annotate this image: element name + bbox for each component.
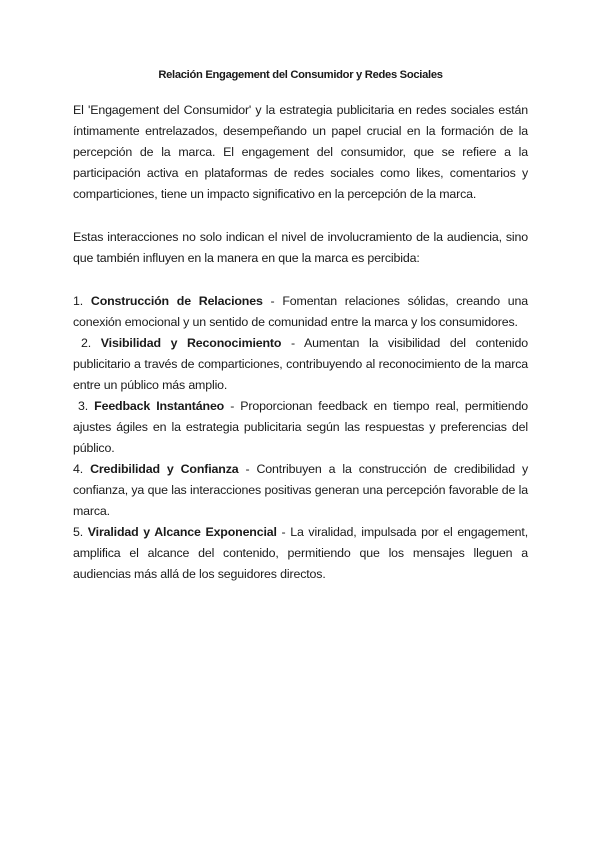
document-title: Relación Engagement del Consumidor y Redes Sociales (158, 69, 443, 81)
interactions-paragraph: Estas interacciones no solo indican el nivel de involucramiento de la audiencia, sino que también influyen en la manera en que la marca es percibida: (73, 230, 528, 265)
intro-paragraph: El 'Engagement del Consumidor' y la estrategia publicitaria en redes sociales están íntimamente entrelazados, desempeñando un papel crucial en la formación de la percepción de la marca. El engagement del consumidor, que se refiere a la participación activa en plataformas de redes sociales como likes, comentarios y comparticiones, tiene un impacto significativo en la percepción de la marca. (73, 103, 528, 201)
list-item (73, 459, 528, 522)
list-item-separator: - (224, 399, 241, 413)
list-item-separator: - (262, 294, 283, 308)
list-item-number: 1. (73, 294, 84, 308)
list-item (73, 522, 528, 585)
list-item-term: Viralidad y Alcance Exponencial (87, 525, 277, 539)
list-item-separator: - (281, 336, 305, 350)
list-item-text: Contribuyen a la construcción de credibilidad y confianza, ya que las interacciones positivas generan una percepción favorable de la marca. (73, 462, 528, 518)
list-item-number: 3. (78, 399, 89, 413)
list-item (73, 396, 528, 459)
list-item (73, 291, 528, 333)
list-item-term: Visibilidad y Reconocimiento (100, 336, 282, 350)
effects-list (73, 291, 528, 585)
list-item (73, 333, 528, 396)
list-item-term: Feedback Instantáneo (94, 399, 225, 413)
list-item-separator: - (276, 525, 291, 539)
list-item-number: 4. (73, 462, 84, 476)
list-item-number: 5. (73, 525, 84, 539)
list-item-term: Construcción de Relaciones (90, 294, 263, 308)
list-item-separator: - (238, 462, 257, 476)
list-item-text: Proporcionan feedback en tiempo real, permitiendo ajustes ágiles en la estrategia publicitaria según las respuestas y preferencias del público. (73, 399, 529, 455)
list-item-text: La viralidad, impulsada por el engagement, amplifica el alcance del contenido, permitiendo que los mensajes lleguen a audiencias más allá de los seguidores directos. (73, 525, 529, 581)
list-item-term: Credibilidad y Confianza (90, 462, 239, 476)
list-item-text: Fomentan relaciones sólidas, creando una conexión emocional y un sentido de comunidad entre la marca y los consumidores. (73, 294, 529, 329)
list-item-text: Aumentan la visibilidad del contenido publicitario a través de comparticiones, contribuyendo al reconocimiento de la marca entre un público más amplio. (73, 336, 529, 392)
list-item-number: 2. (81, 336, 92, 350)
